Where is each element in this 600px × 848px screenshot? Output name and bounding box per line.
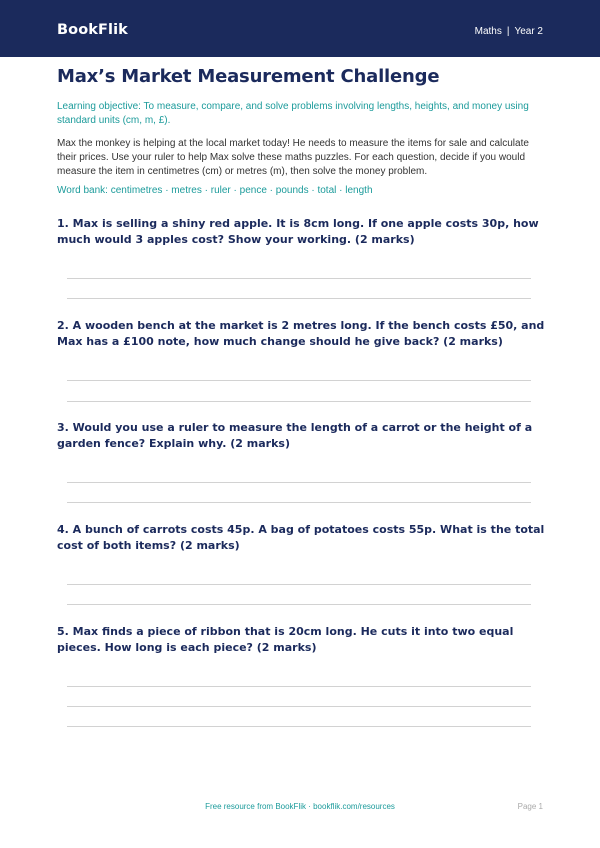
answer-line[interactable]	[67, 502, 531, 503]
page-header	[0, 0, 600, 57]
brand-logo[interactable]: BookFlik	[57, 22, 128, 38]
question-1: 1. Max is selling a shiny red apple. It is 8cm long. If one apple costs 30p, how much would 3 apples cost? Show your working. (2 marks)	[57, 217, 539, 246]
answer-line[interactable]	[67, 482, 531, 483]
word-bank: Word bank: centimetres · metres · ruler · pence · pounds · total · length	[57, 185, 373, 196]
answer-line[interactable]	[67, 298, 531, 299]
page-number: Page 1	[517, 802, 543, 811]
separator: |	[506, 26, 510, 37]
answer-line[interactable]	[67, 584, 531, 585]
learning-objective: Learning objective: To measure, compare, and solve problems involving lengths, heights, and money using standard units (cm, m, £).	[57, 101, 529, 126]
answer-line[interactable]	[67, 726, 531, 727]
question-2: 2. A wooden bench at the market is 2 metres long. If the bench costs £50, and Max has a £100 note, how much change should he give back? (2 marks)	[57, 319, 545, 348]
question-3: 3. Would you use a ruler to measure the length of a carrot or the height of a garden fence? Explain why. (2 marks)	[57, 421, 533, 450]
question-4: 4. A bunch of carrots costs 45p. A bag of potatoes costs 55p. What is the total cost of both items? (2 marks)	[57, 523, 545, 552]
subject-year-label	[475, 26, 543, 37]
answer-line[interactable]	[67, 706, 531, 707]
answer-line[interactable]	[67, 278, 531, 279]
answer-line[interactable]	[67, 604, 531, 605]
year-label: Year 2	[514, 26, 543, 37]
question-5: 5. Max finds a piece of ribbon that is 20cm long. He cuts it into two equal pieces. How long is each piece? (2 marks)	[57, 625, 514, 654]
intro-paragraph: Max the monkey is helping at the local market today! He needs to measure the items for sale and calculate their prices. Use your ruler to help Max solve these maths puzzles. For each question, decide if you would measure the item in centimetres (cm) or metres (m), then solve the money problem.	[57, 138, 529, 177]
answer-line[interactable]	[67, 401, 531, 402]
subject-label: Maths	[474, 26, 502, 37]
answer-line[interactable]	[67, 380, 531, 381]
worksheet-title: Max’s Market Measurement Challenge	[57, 66, 440, 87]
footer-credit[interactable]: Free resource from BookFlik · bookflik.com/resources	[205, 802, 395, 811]
answer-line[interactable]	[67, 686, 531, 687]
